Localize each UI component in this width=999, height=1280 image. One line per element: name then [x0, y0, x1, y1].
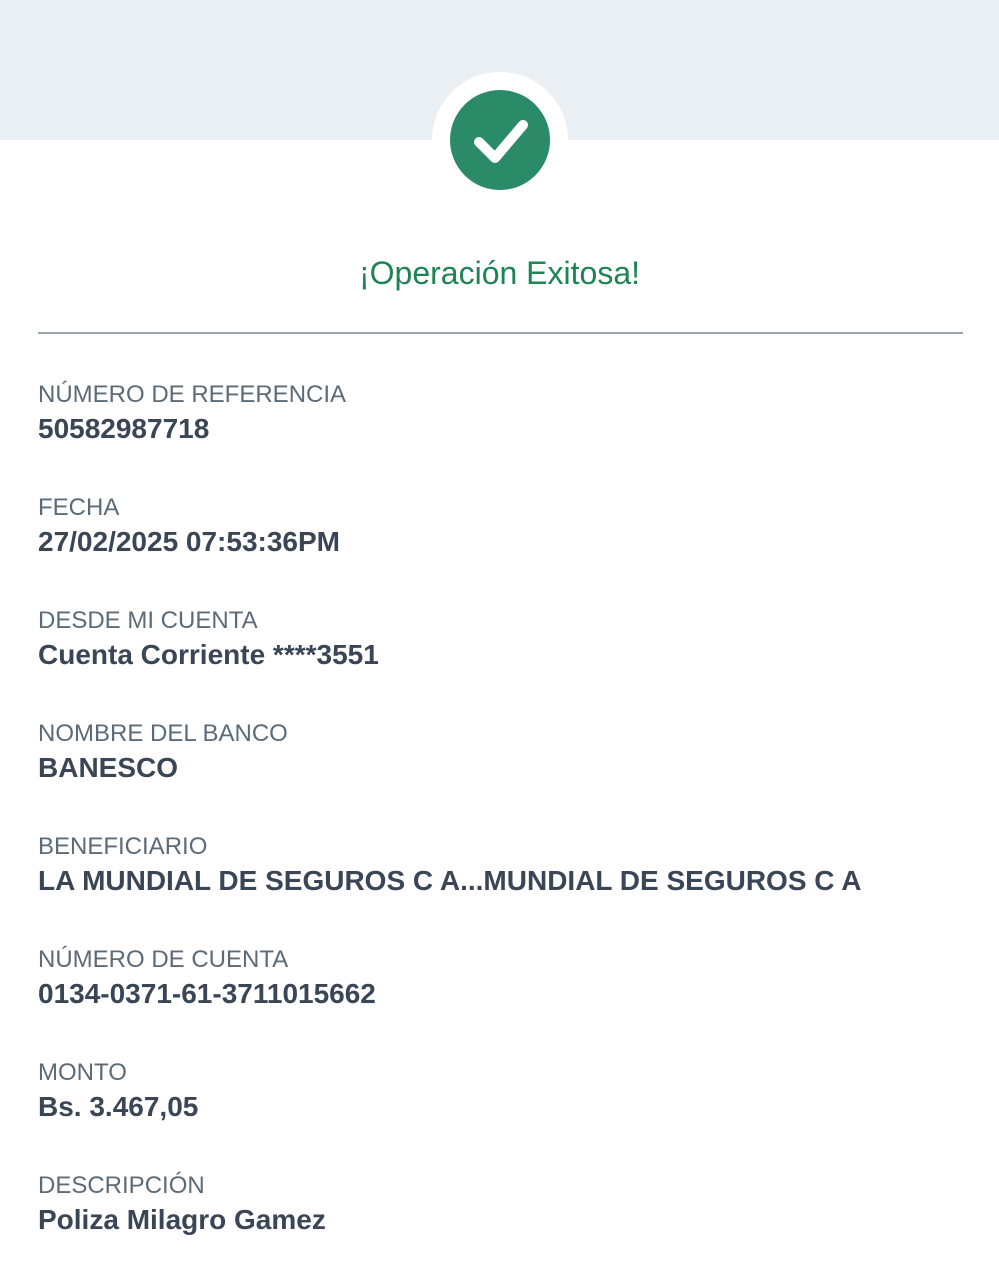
field-row [38, 1058, 963, 1126]
field-value: 0134-0371-61-3711015662 [38, 978, 376, 1009]
field-label: NÚMERO DE CUENTA [38, 946, 289, 973]
field-value: LA MUNDIAL DE SEGUROS C A...MUNDIAL DE SEGUROS C A [38, 865, 862, 896]
field-row [38, 719, 963, 787]
field-value: 50582987718 [38, 413, 210, 444]
field-row [38, 832, 963, 900]
field-value: Cuenta Corriente ****3551 [38, 639, 379, 670]
page-title: ¡Operación Exitosa! [358, 255, 640, 291]
field-row [38, 945, 963, 1013]
field-row [38, 380, 963, 448]
field-label: DESDE MI CUENTA [38, 607, 258, 634]
field-label: FECHA [38, 494, 120, 521]
field-label: DESCRIPCIÓN [38, 1172, 205, 1199]
fields-list [38, 380, 963, 1239]
header-band [0, 0, 999, 140]
field-label: MONTO [38, 1059, 127, 1086]
field-value: Poliza Milagro Gamez [38, 1204, 326, 1235]
field-value: Bs. 3.467,05 [38, 1091, 199, 1122]
check-icon [450, 90, 550, 190]
field-value: 27/02/2025 07:53:36PM [38, 526, 340, 557]
field-row [38, 1171, 963, 1239]
field-row [38, 606, 963, 674]
field-label: NOMBRE DEL BANCO [38, 720, 288, 747]
field-label: NÚMERO DE REFERENCIA [38, 381, 347, 408]
field-row [38, 493, 963, 561]
field-value: BANESCO [38, 752, 179, 783]
divider [38, 332, 963, 334]
field-label: BENEFICIARIO [38, 833, 208, 860]
success-badge [432, 72, 568, 208]
